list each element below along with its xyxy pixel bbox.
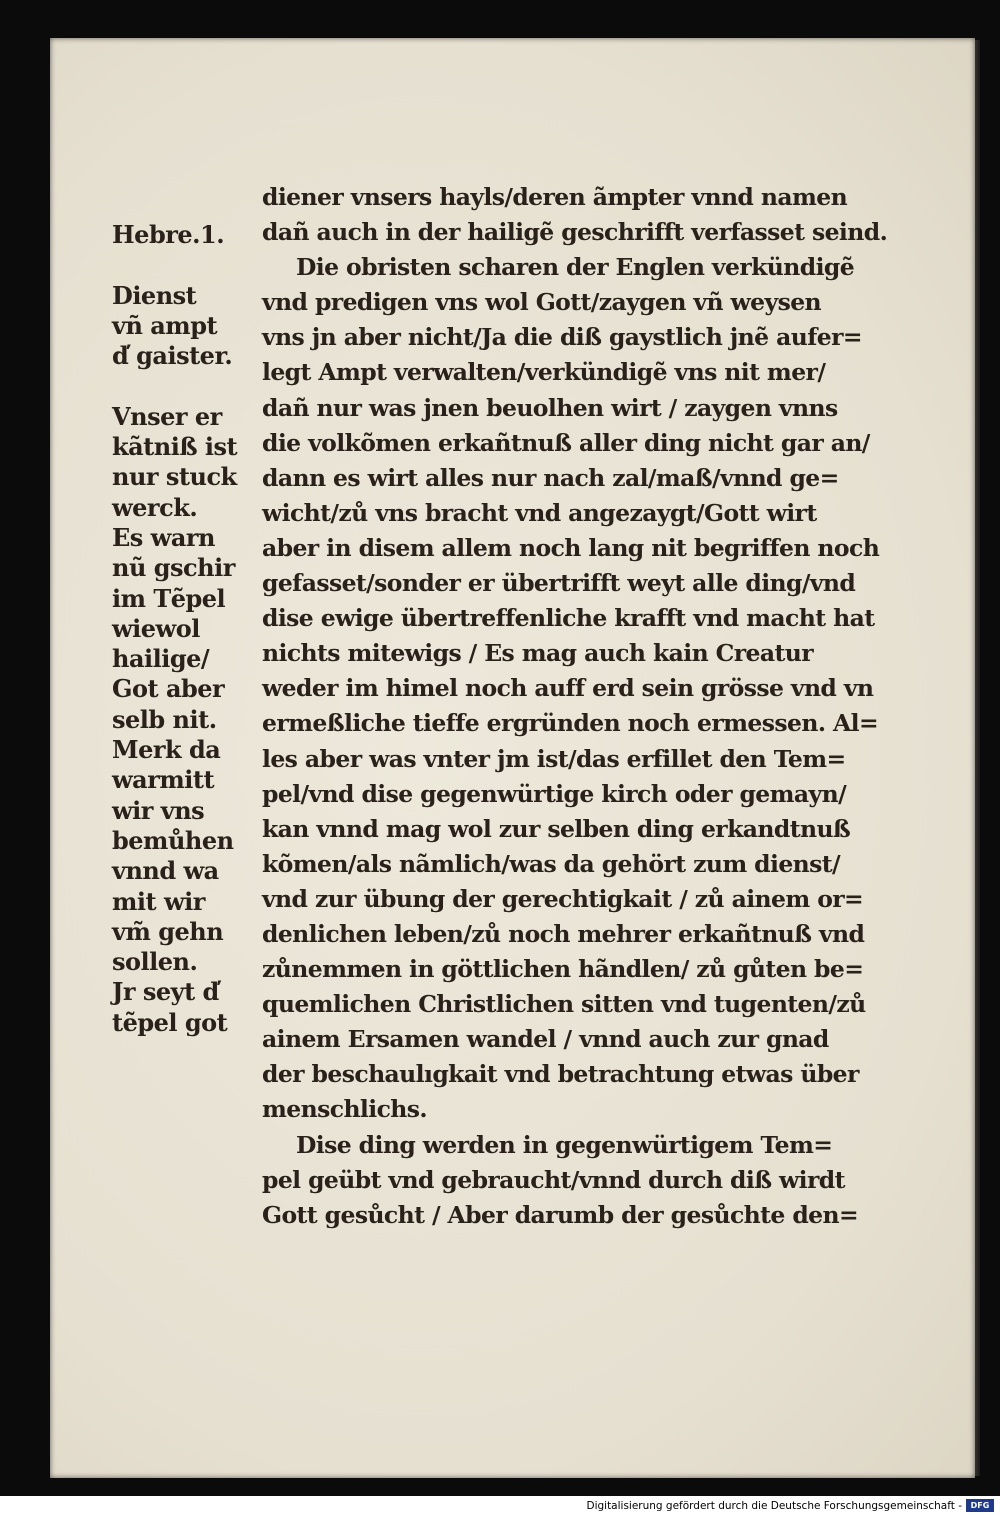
- text-line: diener vnsers hayls/deren ãmpter vnnd namen: [262, 183, 848, 211]
- margin-note-line: warmitt: [112, 765, 215, 795]
- text-line: legt Ampt verwalten/verkündigẽ vns nit mer/: [262, 358, 826, 387]
- margin-note-line: werck.: [112, 492, 198, 522]
- text-line: vnd zur übung der gerechtigkait / zů ainem or=: [262, 884, 864, 913]
- text-line: aber in disem allem noch lang nit begriffen noch: [262, 533, 880, 562]
- text-line: zůnemmen in göttlichen hãndlen/ zů gůten be=: [262, 955, 864, 984]
- margin-note-line: [112, 250, 252, 280]
- dfg-logo: DFG: [966, 1499, 994, 1512]
- margin-note-line: wir vns: [112, 795, 205, 825]
- text-line: wicht/zů vns bracht vnd angezaygt/Gott wirt: [262, 498, 817, 527]
- margin-note-line: hailige/: [112, 644, 210, 674]
- margin-note-line: nũ gschir: [112, 553, 235, 583]
- text-line: les aber was vnter jm ist/das erfillet den Tem=: [262, 744, 846, 773]
- body-text: [262, 180, 902, 1233]
- margin-note-line: Hebre.1.: [112, 220, 225, 249]
- margin-note-line: d̕ gaister.: [112, 341, 233, 371]
- text-line: kan vnnd mag wol zur selben ding erkandtnuß: [262, 814, 851, 843]
- text-line: ainem Ersamen wandel / vnnd auch zur gnad: [262, 1025, 829, 1054]
- margin-notes: [112, 220, 252, 1038]
- text-line: nichts mitewigs / Es mag auch kain Creatur: [262, 639, 814, 668]
- text-line: weder im himel noch auff erd sein grösse vnd vn: [262, 674, 874, 703]
- text-line: Die obristen scharen der Englen verkündigẽ: [296, 253, 855, 282]
- margin-note-line: selb nit.: [112, 704, 217, 734]
- footer-bar: [0, 1496, 1000, 1516]
- text-line: Gott gesůcht / Aber darumb der gesůchte den=: [262, 1200, 859, 1229]
- margin-note-line: [112, 371, 252, 401]
- margin-note-line: vm̃ gehn: [112, 916, 224, 946]
- margin-note-line: Vnser er: [112, 401, 222, 431]
- text-line: vnd predigen vns wol Gott/zaygen vñ weysen: [262, 288, 822, 317]
- text-line: Dise ding werden in gegenwürtigem Tem=: [296, 1130, 833, 1159]
- margin-note-line: Got aber: [112, 674, 225, 704]
- margin-note-line: vnnd wa: [112, 856, 219, 886]
- margin-note-line: mit wir: [112, 886, 205, 916]
- text-line: dañ nur was jnen beuolhen wirt / zaygen vnns: [262, 393, 838, 422]
- text-line: ermeßliche tieffe ergründen noch ermessen. Al=: [262, 709, 879, 738]
- text-line: menschlichs.: [262, 1095, 427, 1124]
- margin-note-line: kãtniß ist: [112, 432, 238, 462]
- text-line: denlichen leben/zů noch mehrer erkañtnuß vnd: [262, 919, 865, 948]
- margin-note-line: tẽpel got: [112, 1007, 228, 1037]
- margin-note-line: vñ ampt: [112, 310, 218, 340]
- margin-note-line: bemůhen: [112, 825, 234, 855]
- margin-note-line: wiewol: [112, 613, 200, 643]
- margin-note-line: Dienst: [112, 280, 197, 310]
- text-line: die volkõmen erkañtnuß aller ding nicht gar an/: [262, 428, 870, 457]
- funding-credit: Digitalisierung gefördert durch die Deutsche Forschungsgemeinschaft -: [586, 1500, 962, 1512]
- margin-note-line: im Tẽpel: [112, 583, 226, 613]
- margin-note-line: sollen.: [112, 947, 198, 977]
- margin-note-line: Jr seyt d̕: [112, 977, 219, 1007]
- text-line: gefasset/sonder er übertrifft weyt alle ding/vnd: [262, 569, 856, 598]
- text-line: der beschaulıgkait vnd betrachtung etwas über: [262, 1060, 859, 1089]
- margin-note-line: Es warn: [112, 522, 215, 552]
- text-line: pel geübt vnd gebraucht/vnnd durch diß wirdt: [262, 1165, 845, 1194]
- margin-note-line: Merk da: [112, 735, 221, 765]
- text-line: quemlichen Christlichen sitten vnd tugenten/zů: [262, 990, 866, 1019]
- text-line: pel/vnd dise gegenwürtige kirch oder gemayn/: [262, 779, 847, 808]
- margin-note-line: nur stuck: [112, 462, 237, 492]
- text-line: kõmen/als nãmlich/was da gehört zum dienst/: [262, 849, 841, 878]
- text-line: dañ auch in der hailigẽ geschrifft verfasset seind.: [262, 218, 888, 247]
- text-line: dann es wirt alles nur nach zal/maß/vnnd ge=: [262, 463, 839, 492]
- text-line: dise ewige übertreffenliche krafft vnd macht hat: [262, 604, 875, 633]
- text-line: vns jn aber nicht/Ja die diß gaystlich jnẽ aufer=: [262, 323, 862, 352]
